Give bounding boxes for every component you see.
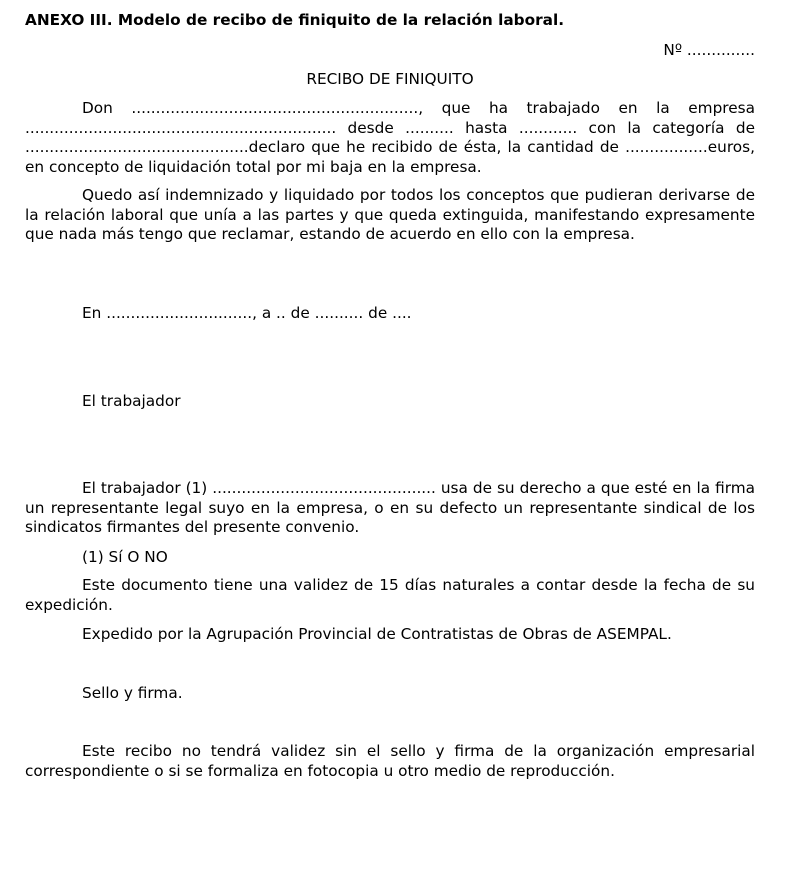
receipt-statement-paragraph: Don ..........................................................., que ha trabajado en la empresa ................................................................ desde .......... hasta ............ con la categoría de ..............................................declaro que he recibido de ésta, la cantidad de .................euros, en concepto de liquidación total por mi baja en la empresa. <box>25 99 755 176</box>
representative-paragraph: El trabajador (1) .............................................. usa de su derecho a que esté en la firma un representante legal suyo en la empresa, o en su defecto un representante sindical de los sindicatos firmantes del presente convenio. <box>25 479 755 537</box>
issued-by-note: Expedido por la Agrupación Provincial de Contratistas de Obras de ASEMPAL. <box>82 625 672 643</box>
validity-note: Este documento tiene una validez de 15 días naturales a contar desde la fecha de su expedición. <box>25 576 755 614</box>
annex-heading: ANEXO III. Modelo de recibo de finiquito de la relación laboral. <box>25 11 565 29</box>
footnote-option: (1) Sí O NO <box>82 548 168 566</box>
stamp-signature-label: Sello y firma. <box>82 684 183 702</box>
place-date-line: En .............................., a .. de .......... de .... <box>82 304 412 322</box>
worker-signature-label: El trabajador <box>82 392 181 410</box>
receipt-title: RECIBO DE FINIQUITO <box>306 70 474 88</box>
invalidity-note: Este recibo no tendrá validez sin el sello y firma de la organización empresarial correspondiente o si se formaliza en fotocopia u otro medio de reproducción. <box>25 742 755 780</box>
receipt-number: Nº .............. <box>663 41 755 59</box>
settlement-paragraph: Quedo así indemnizado y liquidado por todos los conceptos que pudieran derivarse de la relación laboral que unía a las partes y que queda extinguida, manifestando expresamente que nada más tengo que reclamar, estando de acuerdo en ello con la empresa. <box>25 186 755 244</box>
